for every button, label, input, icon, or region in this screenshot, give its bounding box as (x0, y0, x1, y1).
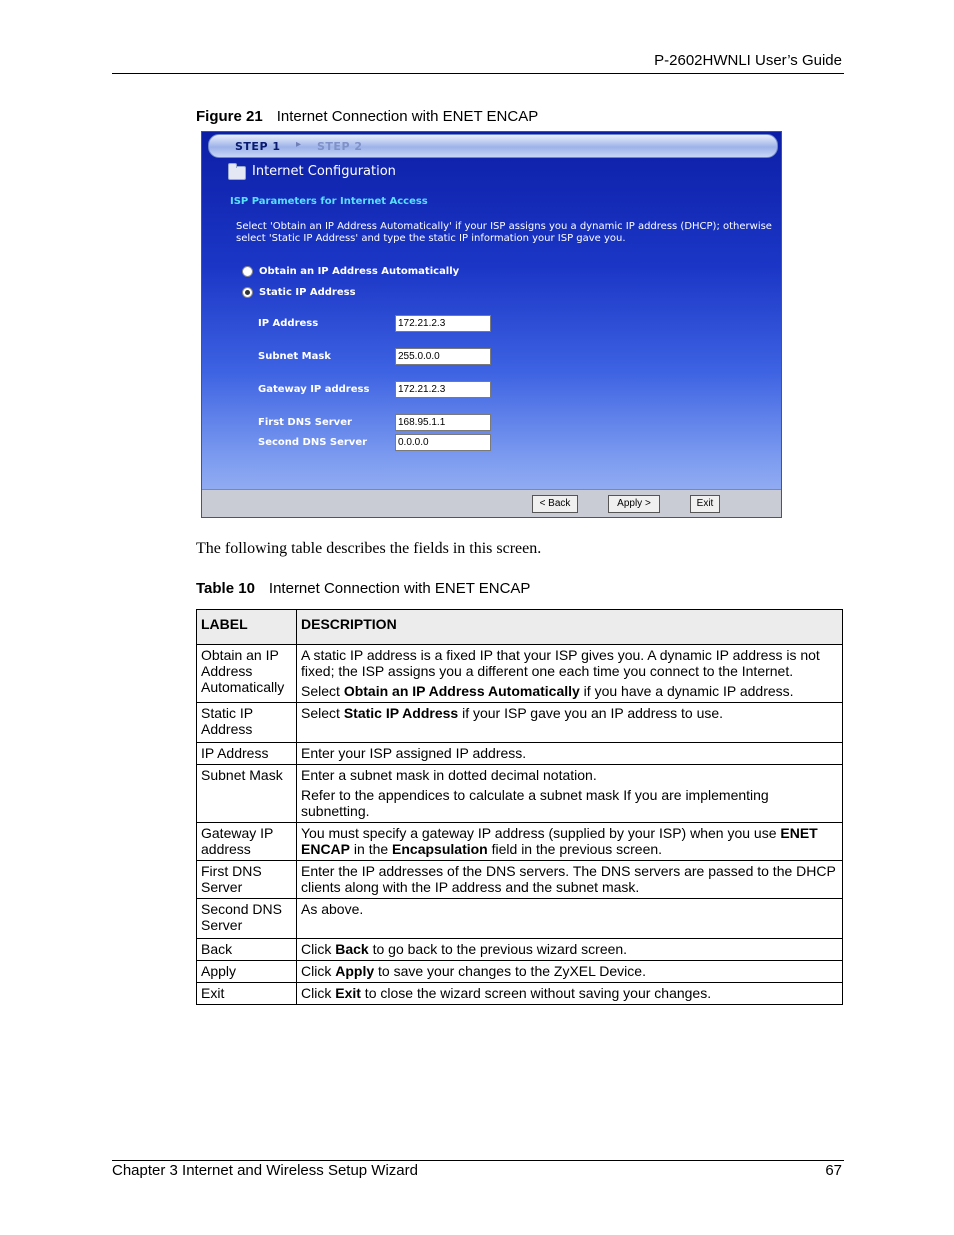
row-description: Click Back to go back to the previous wizard screen. (297, 939, 843, 961)
table-row (197, 823, 843, 861)
header-rule (112, 73, 844, 74)
table-header-row (197, 610, 843, 645)
row-label: Exit (197, 983, 297, 1005)
second-dns-input[interactable]: 0.0.0.0 (395, 434, 491, 451)
row-description (297, 645, 843, 703)
step-bar (208, 134, 778, 158)
figure-caption (196, 108, 538, 125)
subnet-mask-label: Subnet Mask (258, 351, 331, 362)
row-description (297, 765, 843, 823)
back-button[interactable]: < Back (532, 495, 578, 513)
guide-title: P-2602HWNLI User’s Guide (654, 52, 842, 69)
row-description: Click Exit to close the wizard screen without saving your changes. (297, 983, 843, 1005)
chapter-title: Chapter 3 Internet and Wireless Setup Wizard (112, 1162, 418, 1179)
row-label: Back (197, 939, 297, 961)
row-label: Static IP Address (197, 703, 297, 743)
table-row (197, 743, 843, 765)
row-description: You must specify a gateway IP address (supplied by your ISP) when you use ENET ENCAP in the Encapsulation field in the previous screen. (297, 823, 843, 861)
wizard-screenshot (201, 131, 782, 518)
exit-button[interactable]: Exit (690, 495, 720, 513)
row-label: Gateway IP address (197, 823, 297, 861)
table-row (197, 899, 843, 939)
ip-address-input[interactable]: 172.21.2.3 (395, 315, 491, 332)
step-2-label: STEP 2 (317, 140, 363, 153)
table-row (197, 961, 843, 983)
row-label: First DNS Server (197, 861, 297, 899)
row-description: As above. (297, 899, 843, 939)
row-label: IP Address (197, 743, 297, 765)
subnet-mask-input[interactable]: 255.0.0.0 (395, 348, 491, 365)
table-row (197, 861, 843, 899)
button-bar (202, 489, 781, 518)
table-row (197, 645, 843, 703)
description-paragraph: Select Obtain an IP Address Automatically if you have a dynamic IP address. (301, 683, 794, 699)
apply-button[interactable]: Apply > (608, 495, 660, 513)
step-1-label: STEP 1 (235, 140, 281, 153)
section-title: Internet Configuration (252, 164, 396, 179)
table-row (197, 703, 843, 743)
step-arrow-icon: ▸ (296, 139, 302, 150)
second-dns-label: Second DNS Server (258, 437, 368, 448)
figure-number: Figure 21 (196, 108, 263, 125)
row-description: Click Apply to save your changes to the ZyXEL Device. (297, 961, 843, 983)
page-number: 67 (825, 1162, 842, 1179)
row-description: Enter the IP addresses of the DNS servers. The DNS servers are passed to the DHCP clients along with the IP address and the subnet mask. (297, 861, 843, 899)
radio-static-ip-label: Static IP Address (259, 287, 356, 298)
folder-icon (228, 166, 246, 180)
radio-static-ip[interactable] (242, 287, 253, 298)
row-description: Select Static IP Address if your ISP gave you an IP address to use. (297, 703, 843, 743)
row-label: Obtain an IP Address Automatically (197, 645, 297, 703)
table-row (197, 939, 843, 961)
first-dns-input[interactable]: 168.95.1.1 (395, 414, 491, 431)
intro-text: Select 'Obtain an IP Address Automatically' if your ISP assigns you a dynamic IP address (DHCP); otherwise select 'Static IP Address' and type the static IP information your ISP gave you. (236, 221, 772, 244)
subsection-title: ISP Parameters for Internet Access (230, 196, 428, 207)
row-label: Apply (197, 961, 297, 983)
table-title: Internet Connection with ENET ENCAP (268, 580, 531, 597)
table-caption (196, 580, 530, 597)
body-text: The following table describes the fields in this screen. (196, 540, 542, 557)
description-paragraph: Refer to the appendices to calculate a subnet mask If you are implementing subnetting. (301, 787, 769, 819)
label-column-header: LABEL (197, 610, 297, 645)
figure-title: Internet Connection with ENET ENCAP (276, 108, 539, 125)
description-table (196, 609, 843, 1005)
first-dns-label: First DNS Server (258, 417, 352, 428)
row-label: Second DNS Server (197, 899, 297, 939)
gateway-ip-label: Gateway IP address (258, 384, 370, 395)
row-description: Enter your ISP assigned IP address. (297, 743, 843, 765)
ip-address-label: IP Address (258, 318, 319, 329)
table-number: Table 10 (196, 580, 255, 597)
description-paragraph: A static IP address is a fixed IP that your ISP gives you. A dynamic IP address is not fixed; the ISP assigns you a different one each time you connect to the Internet. (301, 647, 820, 679)
footer-rule (112, 1160, 844, 1161)
description-column-header: DESCRIPTION (297, 610, 843, 645)
row-label: Subnet Mask (197, 765, 297, 823)
gateway-ip-input[interactable]: 172.21.2.3 (395, 381, 491, 398)
radio-obtain-automatically[interactable] (242, 266, 253, 277)
table-row (197, 765, 843, 823)
table-row (197, 983, 843, 1005)
radio-obtain-automatically-label: Obtain an IP Address Automatically (259, 266, 460, 277)
description-paragraph: Enter a subnet mask in dotted decimal notation. (301, 767, 597, 783)
